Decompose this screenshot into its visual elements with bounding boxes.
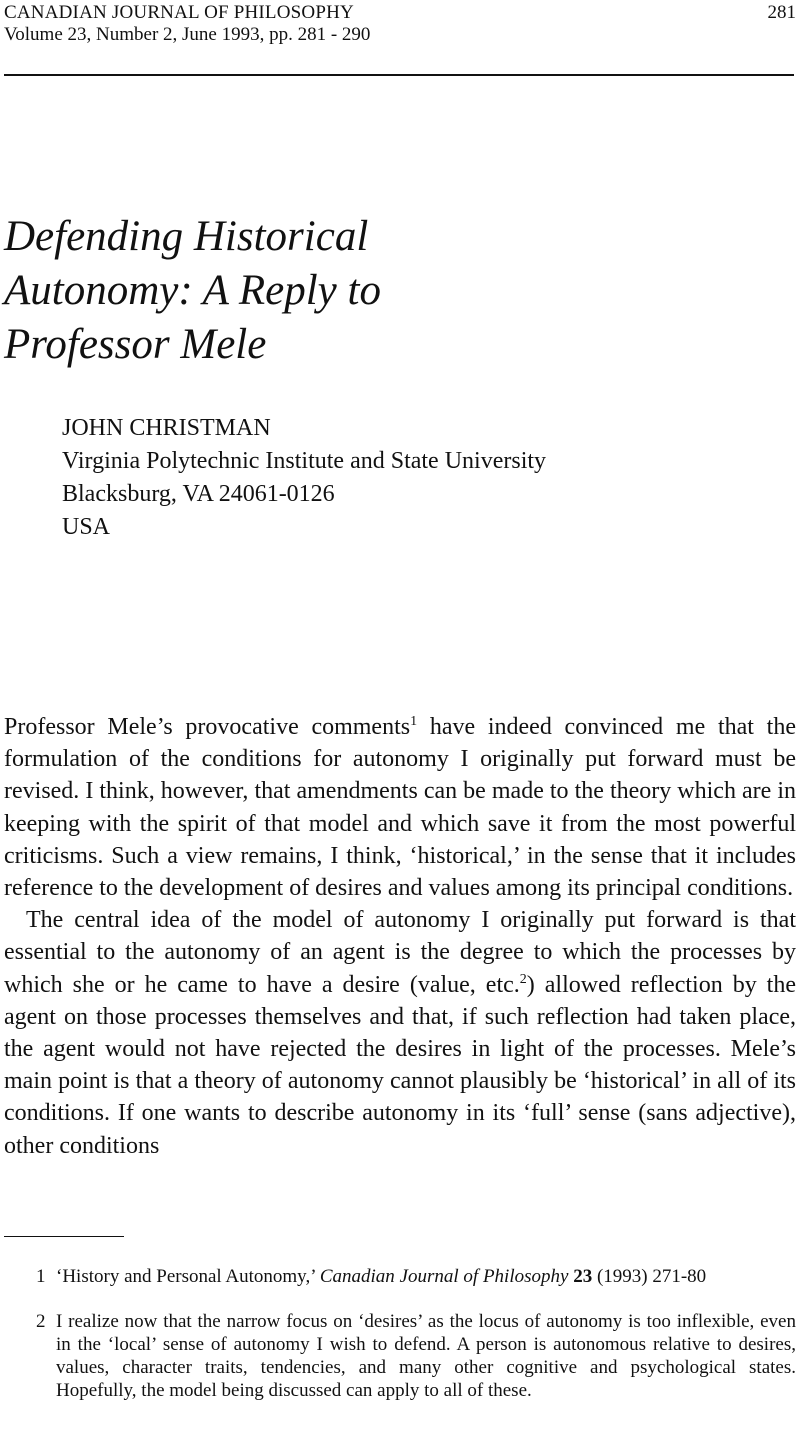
- footnote-1-number: 1: [36, 1266, 46, 1287]
- header-rule: [4, 74, 794, 76]
- footnote-1-volume: 23: [573, 1266, 593, 1287]
- footnote-2: [4, 1310, 796, 1402]
- title-line-2: Autonomy: A Reply to: [4, 267, 381, 314]
- paragraph-2-part-b: ) allowed reflection by the agent on those processes themselves and that, if such reflection had taken place, the agent would not have rejected the desires in light of the processes. Mele’s main point is that a theory of autonomy cannot plausibly be ‘historical’ in all of its conditions. If one wants to describe autonomy in its ‘full’ sense (sans adjective), other conditions: [4, 971, 797, 1159]
- paragraph-1-part-b: have indeed convinced me that the formulation of the conditions for autonomy I originally put forward must be revised. I think, however, that amendments can be made to the theory which are in keeping with the spirit of that model and which save it from the most powerful criticisms. Such a view remains, I think, ‘historical,’ in the sense that it includes reference to the development of desires and values among its principal conditions.: [4, 714, 796, 902]
- page-header: [4, 0, 800, 60]
- paragraph-2-part-a: The central idea of the model of autonomy I originally put forward is that essential to the autonomy of an agent is the degree to which the processes by which she or he came to have a desire (value, etc.: [4, 907, 796, 998]
- footnotes: [4, 1265, 796, 1402]
- paragraph-2: [4, 904, 796, 1162]
- journal-name: CANADIAN JOURNAL OF PHILOSOPHY: [4, 2, 354, 23]
- volume-info: Volume 23, Number 2, June 1993, pp. 281 - 290: [4, 24, 371, 45]
- title-line-1: Defending Historical: [4, 213, 369, 260]
- footnote-ref-1[interactable]: 1: [410, 714, 418, 729]
- author-country: USA: [62, 514, 111, 540]
- footnote-1: [4, 1265, 796, 1288]
- page-number: 281: [767, 2, 796, 23]
- author-institution: Virginia Polytechnic Institute and State University: [62, 448, 547, 474]
- footnote-ref-2[interactable]: 2: [519, 971, 527, 987]
- paragraph-1-part-a: Professor Mele’s provocative comments: [4, 714, 411, 740]
- footnote-rule: [4, 1236, 124, 1237]
- title-line-3: Professor Mele: [4, 321, 267, 368]
- author-city: Blacksburg, VA 24061-0126: [62, 481, 335, 507]
- paragraph-1: [4, 711, 796, 904]
- author-name: JOHN CHRISTMAN: [62, 415, 271, 441]
- body-text: [4, 711, 796, 1162]
- footnote-2-number: 2: [36, 1311, 46, 1332]
- footnote-1-text-b: (1993) 271-80: [592, 1266, 707, 1287]
- footnote-1-text-a: ‘History and Personal Autonomy,’: [56, 1266, 320, 1287]
- article-title: [4, 210, 524, 372]
- author-block: [62, 412, 546, 544]
- footnote-2-text: I realize now that the narrow focus on ‘desires’ as the locus of autonomy is too inflexible, even in the ‘local’ sense of autonomy I wish to defend. A person is autonomous relative to desires, values, character traits, tendencies, and many other cognitive and psychological states. Hopefully, the model being discussed can apply to all of these.: [56, 1311, 796, 1401]
- footnote-1-journal: Canadian Journal of Philosophy: [319, 1266, 569, 1287]
